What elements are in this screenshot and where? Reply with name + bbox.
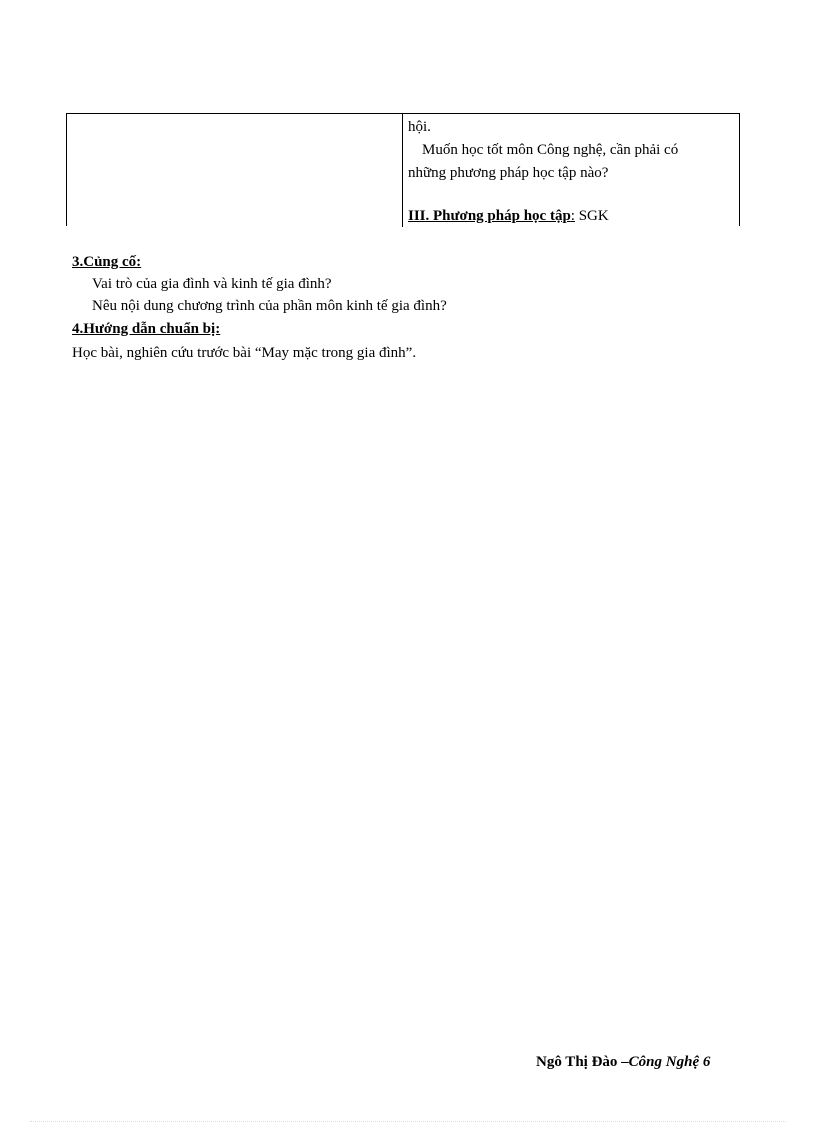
right-cell-line-1: hội. — [408, 119, 431, 135]
page-footer — [536, 1054, 710, 1071]
right-cell-line-3: những phương pháp học tập nào? — [408, 165, 609, 181]
guidance-text: Học bài, nghiên cứu trước bài “May mặc trong gia đình”. — [72, 345, 417, 361]
right-cell-line-2: Muốn học tốt môn Công nghệ, cần phải có — [422, 142, 679, 158]
section-heading-line — [408, 207, 609, 225]
consolidation-question-1: Vai trò của gia đình và kinh tế gia đình? — [92, 276, 332, 292]
page-bottom-divider — [30, 1121, 786, 1122]
guidance-heading: 4.Hướng dẫn chuẩn bị: — [72, 321, 221, 337]
consolidation-question-2: Nêu nội dung chương trình của phần môn kinh tế gia đình? — [92, 298, 447, 314]
section-colon: : — [570, 208, 575, 224]
footer-separator: – — [617, 1054, 629, 1070]
table-column-divider — [402, 114, 403, 227]
section-text: SGK — [574, 208, 609, 224]
footer-subject: Công Nghệ 6 — [628, 1054, 711, 1070]
lesson-table — [66, 113, 740, 226]
section-heading: III. Phương pháp học tập — [408, 208, 571, 224]
footer-author: Ngô Thị Đào — [536, 1054, 618, 1070]
consolidation-heading: 3.Củng cố: — [72, 254, 142, 270]
